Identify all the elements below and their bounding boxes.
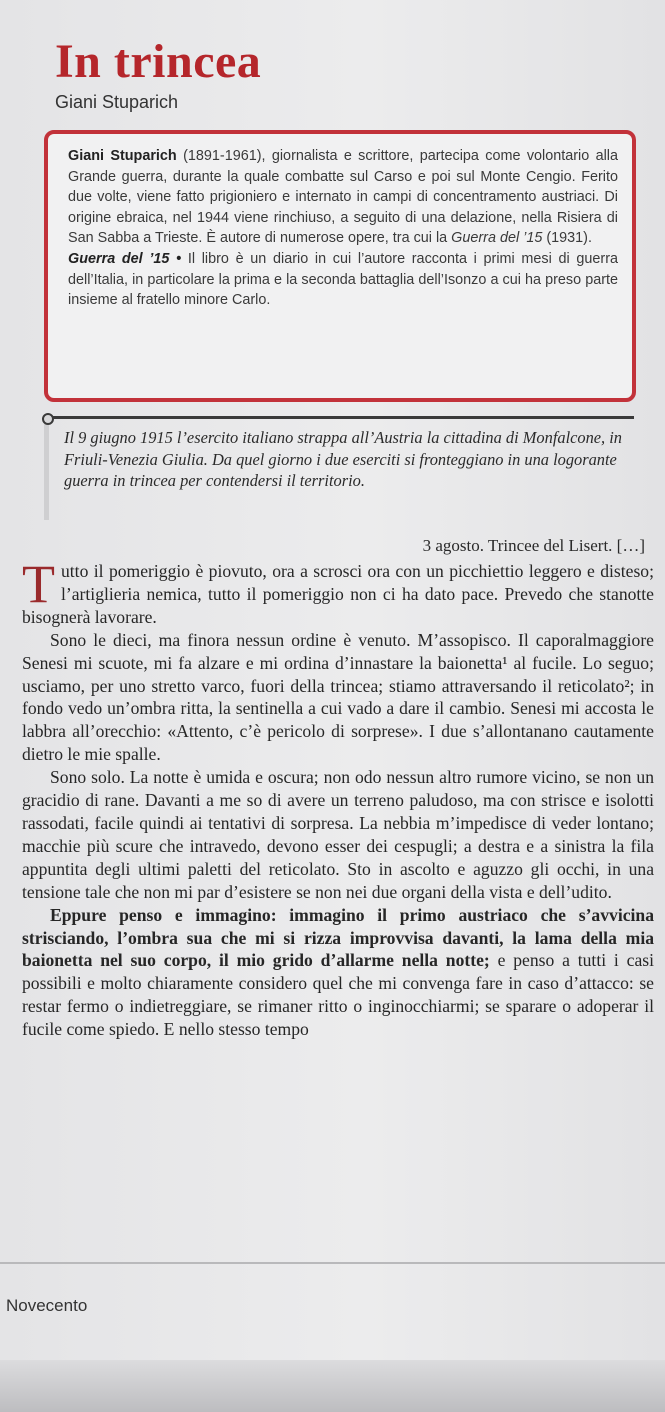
page-title: In trincea: [55, 35, 262, 88]
intro-text: Il 9 giugno 1915 l’esercito italiano strappa all’Austria la cittadina di Monfalcone, in Friuli-Venezia Giulia. Da quel giorno i due eserciti si fronteggiano in una logorante guerra in trincea per contendersi il territorio.: [64, 428, 623, 490]
intro-marker-icon: [42, 413, 54, 425]
diary-dateline: 3 agosto. Trincee del Lisert. […]: [422, 536, 645, 555]
paragraph-1: [22, 554, 654, 629]
paragraph-1-text: utto il pomeriggio è piovuto, ora a scrosci ora con un picchiettio leggero e disteso; l’artiglieria nemica, tutto il pomeriggio non ci ha dato pace. Prevedo che stanotte bisognerà lavorare.: [22, 561, 654, 627]
footer-divider: [0, 1262, 665, 1264]
bio-work-year: (1931).: [542, 230, 592, 247]
bio-paragraph: [68, 146, 618, 249]
page-edge: [0, 1360, 665, 1412]
paragraph-4-highlight: Eppure penso e immagino: immagino il primo austriaco che s’avvicina strisciando, l’ombra sua che mi si rizza improvvisa davanti, la lama della mia baionetta nel suo corpo, il mio grido d’allarme nella notte;: [22, 904, 654, 971]
paragraph-3: Sono solo. La notte è umida e oscura; non odo nessun altro rumore vicino, se non un gracidio di rane. Davanti a me so di avere un terreno paludoso, ma con strisce e isolotti rassodati, facile quindi ai tentativi di sorpresa. La nebbia m’impedisce di veder lontano; macchie più scure che intravedo, devono esser dei cespugli; a destra e a sinistra la fila appuntita degli ultimi paletti del reticolato. Sto in ascolto e aguzzo gli occhi, in una tensione tale che non mi par d’esistere se non nei due organi della vista e dell’udito.: [22, 767, 654, 902]
author-name: Giani Stuparich: [55, 92, 179, 112]
book-paragraph: [68, 249, 618, 311]
section-label: Novecento: [6, 1296, 88, 1315]
book-text: Il libro è un diario in cui l’autore racconta i primi mesi di guerra dell’Italia, in particolare la prima e la seconda battaglia dell’Isonzo a cui ha preso parte insieme al fratello minore Carlo.: [68, 250, 618, 309]
paragraph-2: Sono le dieci, ma finora nessun ordine è venuto. M’assopisco. Il caporalmaggiore Senesi mi scuote, mi fa alzare e mi ordina d’innastare la baionetta¹ al fucile. Lo seguo; usciamo, per uno stretto varco, fuori della trincea; stiamo attraversando il reticolato²; in fondo vedo un’ombra ritta, la sentinella a cui vado a dare il cambio. Senesi mi accosta le labbra all’orecchio: «Attento, c’è pericolo di sorprese». I due s’allontanano cautamente dietro le mie spalle.: [22, 629, 654, 765]
historical-intro: [44, 416, 634, 520]
book-heading: Guerra del ’15 •: [68, 250, 182, 267]
diary-text: [22, 554, 654, 1041]
drop-cap: T: [22, 554, 55, 614]
bio-work-title: Guerra del ’15: [451, 230, 543, 247]
bio-text: , giornalista e scrittore, partecipa come volontario alla Grande guerra, durante la quale combatte sul Carso e poi sul Monte Cengio. Ferito due volte, viene fatto prigioniero e internato in campi di concentramento austriaci. Di origine ebraica, nel 1944 viene rinchiuso, a seguito di una delazione, nella Risiera di San Sabba a Trieste. È autore di numerose opere, tra cui la: [68, 148, 618, 247]
paragraph-4-text: e penso a tutti i casi possibili e molto chiaramente considero quel che mi convenga fare in caso d’attacco: se restar fermo o indietreggiare, se rimaner ritto o inginocchiarmi; se sparare o adoperar il fucile come spiedo. E nello stesso tempo: [22, 950, 654, 1040]
bio-author-name: Giani Stuparich: [68, 148, 177, 164]
author-bio-box: [44, 130, 636, 402]
bio-years: (1891-1961): [183, 148, 262, 164]
paragraph-4: [22, 904, 654, 1041]
